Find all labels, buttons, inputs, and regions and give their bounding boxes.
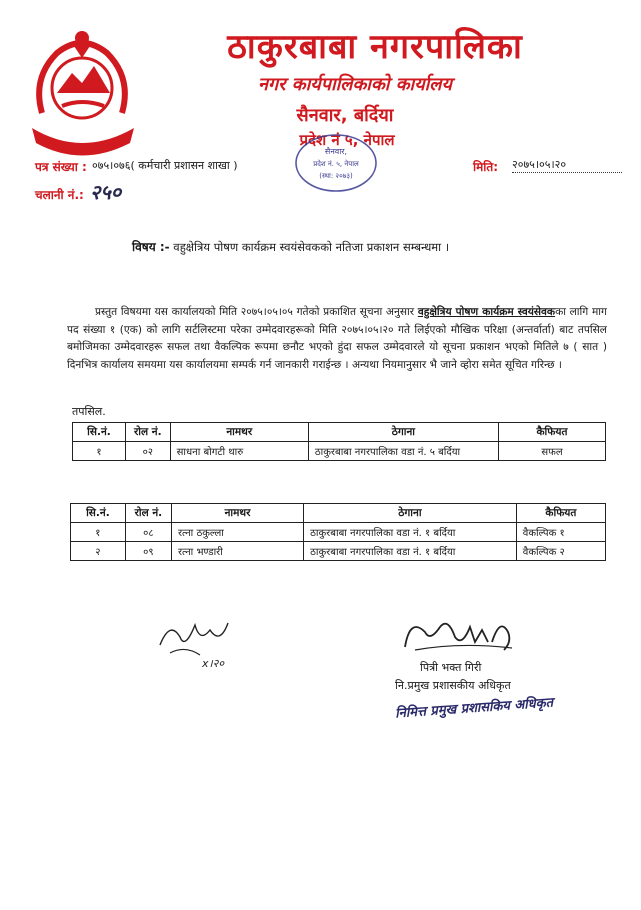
cell-remark: सफल <box>498 442 605 461</box>
seal-line-3: (स्था: २०७३) <box>319 172 353 180</box>
officer-stamp: निमित्त प्रमुख प्रशासकिय अधिकृत <box>394 695 554 722</box>
body-underlined-post: वहुक्षेत्रिय पोषण कार्यक्रम स्वयंसेवक <box>417 306 556 318</box>
body-part-1: प्रस्तुत विषयमा यस कार्यालयको मिति २०७५।०५।०५ गतेको प्रकाशित सूचना अनुसार <box>95 306 418 318</box>
org-name: ठाकुरबाबा नगरपालिका <box>227 27 523 67</box>
subject-label: विषय :- <box>132 240 170 254</box>
officer-name: पित्री भक्त गिरी <box>420 661 482 674</box>
chalani-label: चलानी नं.: <box>35 188 84 202</box>
office-location: सैनवार, बर्दिया <box>296 105 394 126</box>
table-row <box>73 442 606 461</box>
col-address: ठेगाना <box>308 423 498 442</box>
office-name: नगर कार्यपालिकाको कार्यालय <box>258 74 452 95</box>
officer-title: नि.प्रमुख प्रशासकीय अधिकृत <box>395 679 511 692</box>
alternate-candidate-table <box>70 503 606 561</box>
cell-roll: ०९ <box>125 542 171 561</box>
chalani-value: २५० <box>90 180 122 204</box>
cell-name: रत्ना ठकुल्ला <box>171 523 303 542</box>
seal-line-1: सैनवार, <box>324 147 348 156</box>
col-name: नामथर <box>170 423 308 442</box>
seal-line-2: प्रदेश नं. ५, नेपाल <box>313 160 359 168</box>
col-sn: सि.नं. <box>71 504 126 523</box>
cell-remark: वैकल्पिक १ <box>516 523 605 542</box>
cell-address: ठाकुरबाबा नगरपालिका वडा नं. ५ बर्दिया <box>308 442 498 461</box>
initials-note: x।२० <box>202 657 225 670</box>
notice-body <box>67 304 607 374</box>
office-seal-icon <box>292 132 380 194</box>
cell-sn: १ <box>71 523 126 542</box>
cell-address: ठाकुरबाबा नगरपालिका वडा नं. १ बर्दिया <box>304 523 517 542</box>
col-name: नामथर <box>171 504 303 523</box>
cell-roll: ०८ <box>125 523 171 542</box>
col-address: ठेगाना <box>304 504 517 523</box>
table-header-row <box>71 504 606 523</box>
office-province: प्रदेश नं ५, नेपाल <box>299 131 395 149</box>
cell-name: साधना बोगटी थारु <box>170 442 308 461</box>
cell-roll: ०२ <box>125 442 170 461</box>
patra-label: पत्र संख्या : <box>35 160 87 174</box>
cell-name: रत्ना भण्डारी <box>171 542 303 561</box>
cell-remark: वैकल्पिक २ <box>516 542 605 561</box>
col-sn: सि.नं. <box>73 423 126 442</box>
officer-signature-icon <box>400 612 520 657</box>
subject-text: वहुक्षेत्रिय पोषण कार्यक्रम स्वयंसेवकको नतिजा प्रकाशन सम्बन्धमा । <box>173 240 450 254</box>
col-roll: रोल नं. <box>125 504 171 523</box>
date-label: मिति: <box>473 160 499 174</box>
initials-signature-icon <box>150 615 240 670</box>
date-value: २०७५।०५।२० <box>512 157 622 173</box>
tapasil-label: तपसिल. <box>72 405 106 418</box>
cell-sn: २ <box>71 542 126 561</box>
subject-line <box>132 238 449 255</box>
patra-value: ०७५।०७६( कर्मचारी प्रशासन शाखा ) <box>92 159 238 172</box>
table-row <box>71 542 606 561</box>
table-header-row <box>73 423 606 442</box>
cell-address: ठाकुरबाबा नगरपालिका वडा नं. १ बर्दिया <box>304 542 517 561</box>
body-part-2: का लागि माग पद संख्या १ (एक) को लागि सर्टलिस्टमा परेका उम्मेदवारहरूको मिति २०७५।०५।२० गते लिईएको मौखिक परिक्षा (अन्तर्वार्ता) बाट तपसिल बमोजिमका उम्मेदवारहरू सफल तथा वैकल्पिक रूपमा छनौट भएको हुंदा सफल उम्मेदवारले यो सूचना प्रकाशन भएको मितिले ७ ( सात ) दिनभित्र कार्यालय समयमा यस कार्यालयमा सम्पर्क गर्न जानकारी गराईन्छ । अन्यथा नियमानुसार भै जाने व्होरा समेत सूचित गरिन्छ । <box>67 306 607 371</box>
table-row <box>71 523 606 542</box>
col-remark: कैफियत <box>516 504 605 523</box>
nepal-emblem-icon <box>22 18 142 158</box>
col-remark: कैफियत <box>498 423 605 442</box>
cell-sn: १ <box>73 442 126 461</box>
selected-candidate-table <box>72 422 606 461</box>
col-roll: रोल नं. <box>125 423 170 442</box>
